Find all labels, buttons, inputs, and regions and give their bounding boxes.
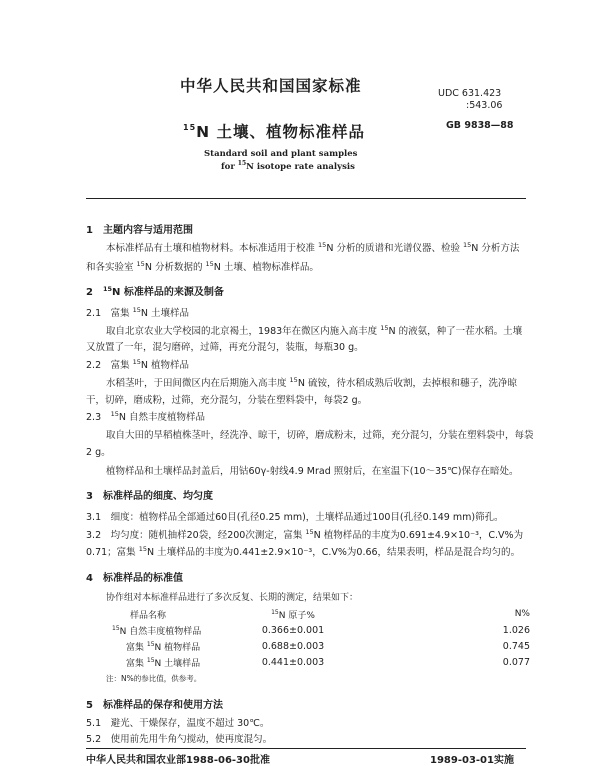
row-3-name: 富集 $^{15}$N 土壤样品 xyxy=(126,656,201,669)
clause-2-1-line2: 又放置了一年，混匀磨碎，过筛，再充分混匀，装瓶，每瓶30 g。 xyxy=(86,342,364,353)
clause-3-2-line2: 0.71；富集 $^{15}$N 土壤样品的丰度为0.441±2.9×10⁻³，C.V%为0.66，结果表明，样品是混合均匀的。 xyxy=(86,545,521,558)
section-1-heading: 1 主题内容与适用范围 xyxy=(86,225,193,236)
clause-2-3-heading: 2.3 $^{15}$N 自然丰度植物样品 xyxy=(86,410,206,423)
footer-divider xyxy=(86,748,526,749)
effective-date: 1989-03-01实施 xyxy=(430,755,514,766)
approval-date: 中华人民共和国农业部1988-06-30批准 xyxy=(86,755,270,766)
row-2-n-percent: 0.745 xyxy=(502,640,530,652)
udc-code-line2: :543.06 xyxy=(466,100,503,111)
clause-2-3-line1: 取自大田的旱稻植株茎叶，经洗净、晾干，切碎，磨成粉末，过筛，充分混匀，分装在塑料袋中，每袋 xyxy=(106,430,534,441)
table-row xyxy=(84,638,530,654)
row-1-name: $^{15}$N 自然丰度植物样品 xyxy=(112,624,202,637)
clause-2-1-line1: 取自北京农业大学校园的北京褐土，1983年在微区内施入高丰度 $^{15}$N 的液氨，种了一茬水稻。土壤 xyxy=(106,324,523,337)
english-title-for: for xyxy=(221,162,238,172)
section-2-heading: 2 $^{15}$N 标准样品的来源及制备 xyxy=(86,285,224,298)
standard-values-table xyxy=(84,606,530,670)
row-3-abundance: 0.441±0.003 xyxy=(261,656,325,668)
section-1-para-line1: 本标准样品有土壤和植物材料。本标准适用于校准 $^{15}$N 分析的质谱和光谱仪器、检验 $^{15}$N 分析方法 xyxy=(106,241,520,254)
english-title-rest: N isotope rate analysis xyxy=(246,162,355,172)
udc-code-line1: UDC 631.423 xyxy=(438,88,502,99)
section-3-heading: 3 标准样品的细度、均匀度 xyxy=(86,491,213,502)
header-divider xyxy=(86,198,526,199)
english-title-line2 xyxy=(221,160,355,172)
document-title xyxy=(183,120,365,142)
english-title-superscript: 15 xyxy=(237,160,247,167)
title-superscript: 15 xyxy=(183,123,197,132)
clause-3-1: 3.1 细度：植物样品全部通过60目(孔径0.25 mm)，土壤样品通过100目(孔径0.149 mm)筛孔。 xyxy=(86,512,504,523)
row-2-abundance: 0.688±0.003 xyxy=(261,640,325,652)
table-footnote: 注：N%的参比值，供参考。 xyxy=(106,674,202,683)
section-5-heading: 5 标准样品的保存和使用方法 xyxy=(86,700,223,711)
clause-5-1: 5.1 避光、干燥保存，温度不超过 30℃。 xyxy=(86,718,270,729)
col-header-n-percent: N% xyxy=(514,609,530,619)
english-title-line1: Standard soil and plant samples xyxy=(204,149,358,159)
clause-2-3-line3: 植物样品和土壤样品封盖后，用钴60γ-射线4.9 Mrad 照射后，在室温下(10～35℃)保存在暗处。 xyxy=(106,466,519,477)
table-header-row xyxy=(84,606,530,622)
clause-2-2-line1: 水稻茎叶，于田间微区内在后期施入高丰度 $^{15}$N 硫铵，待水稻成熟后收割，去掉根和穗子，洗净晾 xyxy=(106,376,517,389)
issuing-body: 中华人民共和国国家标准 xyxy=(180,77,362,95)
row-1-n-percent: 1.026 xyxy=(502,624,530,636)
section-1-para-line2: 和各实验室 $^{15}$N 分析数据的 $^{15}$N 土壤、植物标准样品。 xyxy=(86,260,319,273)
col-header-abundance: $^{15}$N 原子% xyxy=(271,608,315,621)
col-header-name: 样品名称 xyxy=(129,610,166,621)
clause-5-2: 5.2 使用前先用牛角勺搅动，使再度混匀。 xyxy=(86,734,273,745)
row-1-abundance: 0.366±0.001 xyxy=(261,624,325,636)
row-3-n-percent: 0.077 xyxy=(502,656,530,668)
table-row xyxy=(84,654,530,670)
clause-2-3-line2: 2 g。 xyxy=(86,447,111,458)
clause-2-2-heading: 2.2 富集 $^{15}$N 植物样品 xyxy=(86,358,190,371)
clause-2-1-heading: 2.1 富集 $^{15}$N 土壤样品 xyxy=(86,306,190,319)
row-2-name: 富集 $^{15}$N 植物样品 xyxy=(126,640,201,653)
clause-2-2-line2: 干，切碎，磨成粉，过筛，充分混匀，分装在塑料袋中，每袋2 g。 xyxy=(86,395,368,406)
section-4-heading: 4 标准样品的标准值 xyxy=(86,573,183,584)
clause-3-2-line1: 3.2 均匀度：随机抽样20袋，经200次测定，富集 $^{15}$N 植物样品的丰度为0.691±4.9×10⁻³，C.V%为 xyxy=(86,528,524,541)
gb-standard-number: GB 9838—88 xyxy=(446,120,514,131)
table-row xyxy=(84,622,530,638)
section-4-intro: 协作组对本标准样品进行了多次反复、长期的测定，结果如下： xyxy=(106,593,359,603)
title-text: N 土壤、植物标准样品 xyxy=(196,123,366,141)
